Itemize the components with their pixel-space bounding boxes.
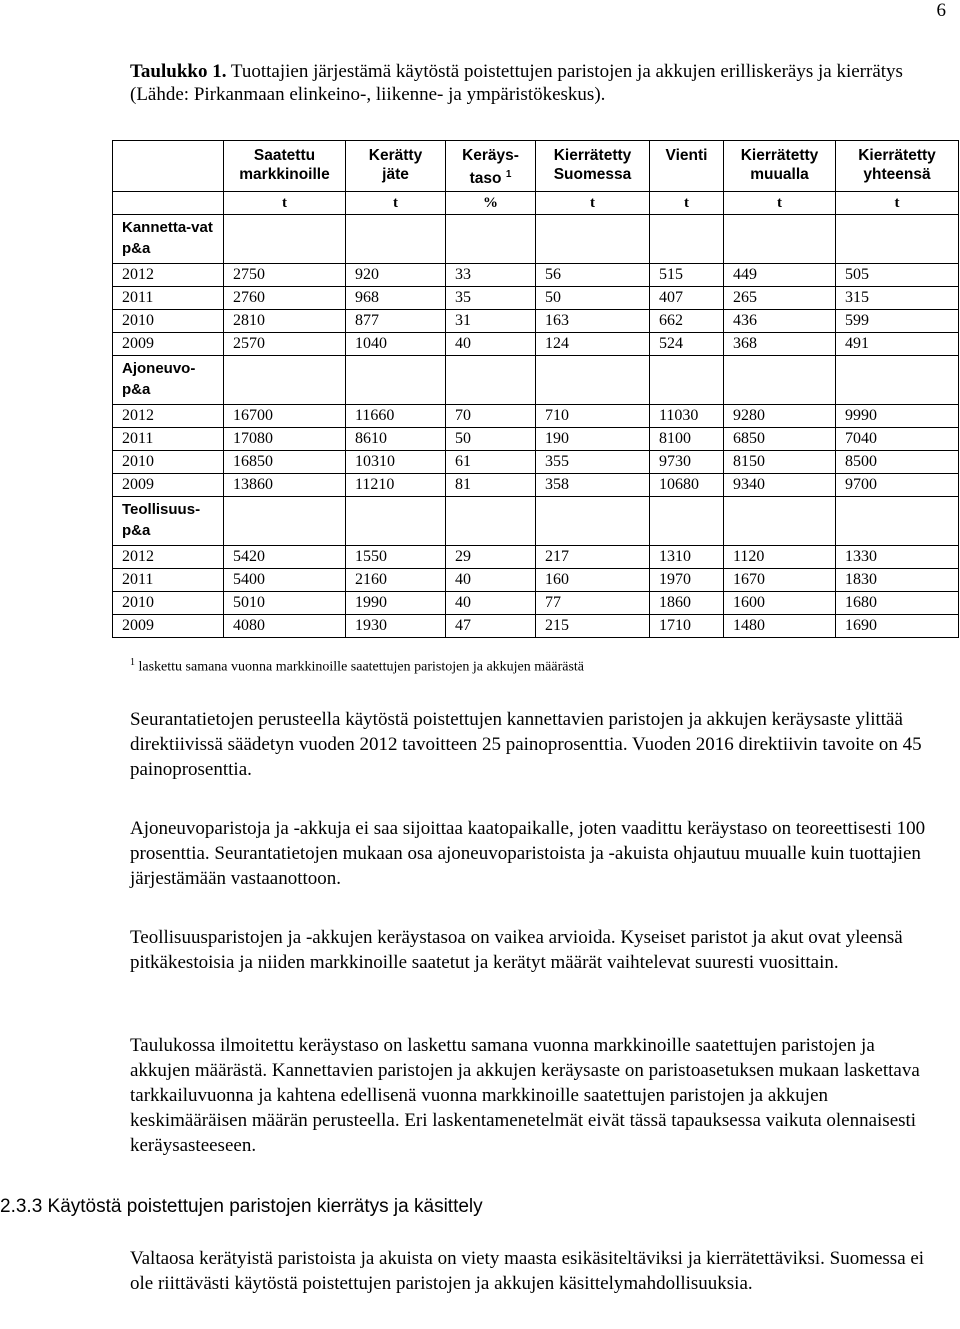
empty-cell bbox=[536, 215, 650, 264]
group-label: Ajoneuvo-p&a bbox=[113, 356, 224, 405]
year-cell: 2012 bbox=[113, 546, 224, 569]
header-cell: Kierrätetty yhteensä bbox=[836, 141, 959, 192]
page-number: 6 bbox=[936, 0, 946, 21]
year-cell: 2009 bbox=[113, 333, 224, 356]
table-row bbox=[113, 333, 959, 356]
value-cell: 9990 bbox=[836, 405, 959, 428]
unit-cell: % bbox=[446, 192, 536, 215]
value-cell: 515 bbox=[650, 264, 724, 287]
year-cell: 2011 bbox=[113, 428, 224, 451]
empty-cell bbox=[446, 215, 536, 264]
empty-cell bbox=[446, 356, 536, 405]
table-row bbox=[113, 428, 959, 451]
empty-cell bbox=[836, 215, 959, 264]
value-cell: 1330 bbox=[836, 546, 959, 569]
empty-cell bbox=[650, 215, 724, 264]
value-cell: 56 bbox=[536, 264, 650, 287]
header-row bbox=[113, 141, 959, 192]
value-cell: 1600 bbox=[724, 592, 836, 615]
section-heading: 2.3.3 Käytöstä poistettujen paristojen kierrätys ja käsittely bbox=[0, 1196, 483, 1217]
value-cell: 1310 bbox=[650, 546, 724, 569]
value-cell: 2810 bbox=[224, 310, 346, 333]
value-cell: 2760 bbox=[224, 287, 346, 310]
caption-label: Taulukko 1. bbox=[130, 61, 227, 82]
group-row bbox=[113, 497, 959, 546]
value-cell: 1550 bbox=[346, 546, 446, 569]
value-cell: 33 bbox=[446, 264, 536, 287]
value-cell: 2570 bbox=[224, 333, 346, 356]
value-cell: 5420 bbox=[224, 546, 346, 569]
units-row bbox=[113, 192, 959, 215]
table-row bbox=[113, 264, 959, 287]
value-cell: 5010 bbox=[224, 592, 346, 615]
empty-cell bbox=[346, 215, 446, 264]
empty-cell bbox=[224, 356, 346, 405]
unit-cell: t bbox=[836, 192, 959, 215]
unit-cell: t bbox=[536, 192, 650, 215]
value-cell: 11210 bbox=[346, 474, 446, 497]
value-cell: 61 bbox=[446, 451, 536, 474]
paragraph: Ajoneuvoparistoja ja -akkuja ei saa sijoittaa kaatopaikalle, joten vaadittu keräystaso on teoreettisesti 100 prosenttia. Seurantatietojen mukaan osa ajoneuvoparistoista ja -akuista ohjautuu muualle kuin tuottajien järjestämään vastaanottoon. bbox=[130, 818, 926, 889]
value-cell: 1990 bbox=[346, 592, 446, 615]
value-cell: 10680 bbox=[650, 474, 724, 497]
header-cell: Kierrätetty muualla bbox=[724, 141, 836, 192]
value-cell: 9700 bbox=[836, 474, 959, 497]
empty-cell bbox=[836, 497, 959, 546]
value-cell: 1120 bbox=[724, 546, 836, 569]
value-cell: 163 bbox=[536, 310, 650, 333]
value-cell: 47 bbox=[446, 615, 536, 638]
value-cell: 1860 bbox=[650, 592, 724, 615]
value-cell: 8150 bbox=[724, 451, 836, 474]
value-cell: 17080 bbox=[224, 428, 346, 451]
value-cell: 190 bbox=[536, 428, 650, 451]
value-cell: 1670 bbox=[724, 569, 836, 592]
year-cell: 2010 bbox=[113, 310, 224, 333]
value-cell: 81 bbox=[446, 474, 536, 497]
value-cell: 491 bbox=[836, 333, 959, 356]
value-cell: 4080 bbox=[224, 615, 346, 638]
header-cell: Keräys- taso $^1$ bbox=[446, 141, 536, 192]
value-cell: 505 bbox=[836, 264, 959, 287]
header-cell: Vienti bbox=[650, 141, 724, 192]
value-cell: 710 bbox=[536, 405, 650, 428]
value-cell: 5400 bbox=[224, 569, 346, 592]
empty-cell bbox=[650, 497, 724, 546]
year-cell: 2012 bbox=[113, 405, 224, 428]
value-cell: 1690 bbox=[836, 615, 959, 638]
value-cell: 8100 bbox=[650, 428, 724, 451]
group-row bbox=[113, 215, 959, 264]
value-cell: 599 bbox=[836, 310, 959, 333]
table-row bbox=[113, 615, 959, 638]
empty-cell bbox=[724, 215, 836, 264]
value-cell: 1710 bbox=[650, 615, 724, 638]
value-cell: 436 bbox=[724, 310, 836, 333]
value-cell: 9730 bbox=[650, 451, 724, 474]
units-corner bbox=[113, 192, 224, 215]
year-cell: 2009 bbox=[113, 474, 224, 497]
value-cell: 70 bbox=[446, 405, 536, 428]
data-table bbox=[112, 140, 959, 638]
paragraph: Teollisuusparistojen ja -akkujen keräystasoa on vaikea arvioida. Kyseiset paristot ja akut ovat yleensä pitkäkestoisia ja niiden markkinoille saatetut ja kerätyt määrät vaihtelevat suuresti vuosittain. bbox=[130, 927, 903, 973]
empty-cell bbox=[446, 497, 536, 546]
table-row bbox=[113, 451, 959, 474]
value-cell: 215 bbox=[536, 615, 650, 638]
value-cell: 315 bbox=[836, 287, 959, 310]
value-cell: 407 bbox=[650, 287, 724, 310]
empty-cell bbox=[346, 497, 446, 546]
value-cell: 31 bbox=[446, 310, 536, 333]
footnote-mark: 1 bbox=[130, 657, 135, 668]
value-cell: 1830 bbox=[836, 569, 959, 592]
header-cell: Kierrätetty Suomessa bbox=[536, 141, 650, 192]
value-cell: 16700 bbox=[224, 405, 346, 428]
value-cell: 1970 bbox=[650, 569, 724, 592]
table-row bbox=[113, 474, 959, 497]
header-corner bbox=[113, 141, 224, 192]
header-cell: Saatettu markkinoille bbox=[224, 141, 346, 192]
value-cell: 449 bbox=[724, 264, 836, 287]
value-cell: 1480 bbox=[724, 615, 836, 638]
value-cell: 920 bbox=[346, 264, 446, 287]
value-cell: 124 bbox=[536, 333, 650, 356]
value-cell: 8610 bbox=[346, 428, 446, 451]
value-cell: 1930 bbox=[346, 615, 446, 638]
empty-cell bbox=[536, 497, 650, 546]
value-cell: 1040 bbox=[346, 333, 446, 356]
value-cell: 524 bbox=[650, 333, 724, 356]
empty-cell bbox=[836, 356, 959, 405]
value-cell: 10310 bbox=[346, 451, 446, 474]
unit-cell: t bbox=[724, 192, 836, 215]
empty-cell bbox=[346, 356, 446, 405]
value-cell: 160 bbox=[536, 569, 650, 592]
value-cell: 9280 bbox=[724, 405, 836, 428]
group-label: Kannetta-vat p&a bbox=[113, 215, 224, 264]
paragraph: Seurantatietojen perusteella käytöstä poistettujen kannettavien paristojen ja akkujen keräysaste ylittää direktiivissä säädetyn vuoden 2012 tavoitteen 25 painoprosenttia. Vuoden 2016 direktiivin tavoite on 45 painoprosenttia. bbox=[130, 709, 922, 780]
table-row bbox=[113, 592, 959, 615]
empty-cell bbox=[224, 215, 346, 264]
value-cell: 368 bbox=[724, 333, 836, 356]
value-cell: 7040 bbox=[836, 428, 959, 451]
paragraph: Valtaosa kerätyistä paristoista ja akuista on viety maasta esikäsiteltäviksi ja kierrätettäviksi. Suomessa ei ole riittävästi käytöstä poistettujen paristojen ja akkujen käsittelymahdollisuuksia. bbox=[130, 1248, 925, 1294]
value-cell: 8500 bbox=[836, 451, 959, 474]
group-label: Teollisuus-p&a bbox=[113, 497, 224, 546]
value-cell: 40 bbox=[446, 569, 536, 592]
year-cell: 2010 bbox=[113, 592, 224, 615]
table-row bbox=[113, 405, 959, 428]
value-cell: 358 bbox=[536, 474, 650, 497]
table-footnote bbox=[130, 657, 584, 676]
value-cell: 2160 bbox=[346, 569, 446, 592]
value-cell: 13860 bbox=[224, 474, 346, 497]
footnote-text: laskettu samana vuonna markkinoille saatettujen paristojen ja akkujen määrästä bbox=[138, 659, 585, 675]
empty-cell bbox=[724, 497, 836, 546]
caption-text: Tuottajien järjestämä käytöstä poistettujen paristojen ja akkujen erilliskeräys ja kierrätys (Lähde: Pirkanmaan elinkeino-, liikenne- ja ympäristökeskus). bbox=[130, 61, 903, 105]
year-cell: 2010 bbox=[113, 451, 224, 474]
unit-cell: t bbox=[650, 192, 724, 215]
empty-cell bbox=[536, 356, 650, 405]
value-cell: 217 bbox=[536, 546, 650, 569]
value-cell: 9340 bbox=[724, 474, 836, 497]
value-cell: 355 bbox=[536, 451, 650, 474]
table-caption bbox=[130, 60, 930, 106]
year-cell: 2012 bbox=[113, 264, 224, 287]
empty-cell bbox=[724, 356, 836, 405]
paragraph: Taulukossa ilmoitettu keräystaso on laskettu samana vuonna markkinoille saatettujen paristojen ja akkujen määrästä. Kannettavien paristojen ja akkujen keräysaste on paristoasetuksen mukaan laskettava tarkkailuvuonna ja kahtena edellisenä vuonna markkinoille saatettujen paristojen ja akkujen keskimääräisen määrän perusteella. Eri laskentamenetelmät eivät tässä tapauksessa vaikuta olennaisesti keräysasteeseen. bbox=[130, 1035, 920, 1156]
table-row bbox=[113, 310, 959, 333]
value-cell: 968 bbox=[346, 287, 446, 310]
value-cell: 29 bbox=[446, 546, 536, 569]
value-cell: 50 bbox=[446, 428, 536, 451]
value-cell: 877 bbox=[346, 310, 446, 333]
value-cell: 50 bbox=[536, 287, 650, 310]
empty-cell bbox=[650, 356, 724, 405]
header-cell: Kerätty jäte bbox=[346, 141, 446, 192]
table-row bbox=[113, 287, 959, 310]
year-cell: 2011 bbox=[113, 287, 224, 310]
value-cell: 40 bbox=[446, 333, 536, 356]
table-row bbox=[113, 569, 959, 592]
value-cell: 40 bbox=[446, 592, 536, 615]
year-cell: 2011 bbox=[113, 569, 224, 592]
value-cell: 16850 bbox=[224, 451, 346, 474]
value-cell: 6850 bbox=[724, 428, 836, 451]
group-row bbox=[113, 356, 959, 405]
empty-cell bbox=[224, 497, 346, 546]
value-cell: 1680 bbox=[836, 592, 959, 615]
value-cell: 77 bbox=[536, 592, 650, 615]
value-cell: 11660 bbox=[346, 405, 446, 428]
unit-cell: t bbox=[346, 192, 446, 215]
unit-cell: t bbox=[224, 192, 346, 215]
value-cell: 35 bbox=[446, 287, 536, 310]
value-cell: 662 bbox=[650, 310, 724, 333]
value-cell: 265 bbox=[724, 287, 836, 310]
value-cell: 2750 bbox=[224, 264, 346, 287]
table-row bbox=[113, 546, 959, 569]
year-cell: 2009 bbox=[113, 615, 224, 638]
value-cell: 11030 bbox=[650, 405, 724, 428]
